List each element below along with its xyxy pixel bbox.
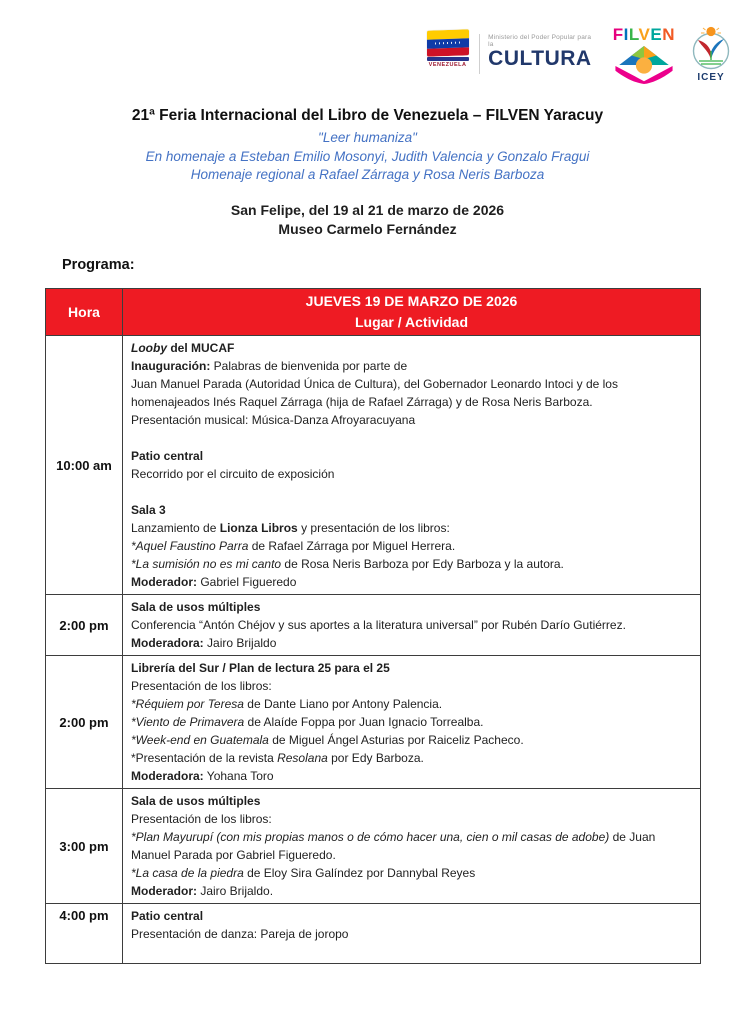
activity-cell [123, 595, 700, 655]
table-row [46, 335, 700, 594]
activity-line [131, 659, 694, 677]
text-segment: *Viento de Primavera [131, 715, 245, 729]
fair-motto: "Leer humaniza" [318, 130, 417, 145]
icey-emblem-icon [687, 24, 735, 74]
logo-bar [424, 24, 735, 85]
filven-letter: E [650, 25, 663, 44]
homage-line-2: Homenaje regional a Rafael Zárraga y Rosa Neris Barboza [190, 167, 545, 182]
column-header-day [123, 289, 700, 335]
icey-wordmark: ICEY [697, 72, 725, 83]
text-segment: Librería del Sur / Plan de lectura 25 para el 25 [131, 661, 390, 675]
flag-band [427, 57, 469, 61]
text-segment: *La sumisión no es mi canto [131, 557, 282, 571]
day-subtitle: Lugar / Actividad [354, 314, 469, 330]
activity-line [131, 907, 694, 925]
activity-line [131, 465, 694, 483]
activity-line [131, 634, 694, 652]
filven-letter: N [662, 25, 675, 44]
activity-line [131, 501, 694, 519]
activity-line [131, 864, 694, 882]
text-segment: Presentación musical: Música-Danza Afroyaracuyana [131, 413, 416, 427]
time-cell: 10:00 am [46, 336, 123, 594]
activity-line [131, 537, 694, 555]
text-segment: *Réquiem por Teresa [131, 697, 244, 711]
activity-line [131, 677, 694, 695]
text-segment: de Eloy Sira Galíndez por Dannybal Reyes [243, 866, 476, 880]
text-segment: *Week-end en Guatemala [131, 733, 269, 747]
activity-line [131, 411, 694, 429]
table-row [46, 594, 700, 655]
text-segment: Moderador: [131, 575, 197, 589]
activity-line [131, 375, 694, 411]
text-segment: *La casa de la piedra [131, 866, 244, 880]
text-segment: Presentación de danza: Pareja de joropo [131, 927, 349, 941]
activity-line [131, 695, 694, 713]
text-segment: de Miguel Ángel Asturias por Raiceliz Pacheco. [268, 733, 524, 747]
filven-wordmark [613, 26, 675, 44]
text-segment: Sala 3 [131, 503, 166, 517]
activity-line [131, 573, 694, 591]
activity-cell [123, 789, 700, 903]
activity-line [131, 339, 694, 357]
day-title: JUEVES 19 DE MARZO DE 2026 [305, 293, 518, 309]
text-segment: Looby [131, 341, 167, 355]
text-segment: Gabriel Figueredo [197, 575, 297, 589]
time-cell: 2:00 pm [46, 656, 123, 788]
activity-line [131, 357, 694, 375]
text-segment: Sala de usos múltiples [131, 794, 261, 808]
fair-title: 21ª Feria Internacional del Libro de Venezuela – FILVEN Yaracuy [131, 107, 604, 124]
text-segment: Juan Manuel Parada (Autoridad Única de Cultura), del Gobernador Leonardo Intoci y de los homenajeados Inés Raquel Zárraga (hija de Rafael Zárraga) y de Rosa Neris Barboza. [131, 377, 618, 409]
text-segment: por Edy Barboza. [327, 751, 424, 765]
activity-line [131, 731, 694, 749]
text-segment: Sala de usos múltiples [131, 600, 261, 614]
filven-letter: I [623, 25, 629, 44]
text-segment: Moderadora: [131, 769, 204, 783]
text-segment: Conferencia “Antón Chéjov y sus aportes a la literatura universal” por Rubén Darío Gutiérrez. [131, 618, 626, 632]
text-segment: Resolana [277, 751, 328, 765]
table-row [46, 788, 700, 903]
filven-letter: V [638, 25, 651, 44]
text-segment: Presentación de los libros: [131, 679, 272, 693]
filven-book-icon [613, 45, 675, 85]
venezuela-label: VENEZUELA [428, 62, 467, 68]
activity-line [131, 429, 694, 447]
text-segment: Recorrido por el circuito de exposición [131, 467, 335, 481]
text-segment: *Aquel Faustino Parra [131, 539, 249, 553]
table-header [46, 289, 700, 335]
text-segment: Palabras de bienvenida por parte de [210, 359, 408, 373]
icey-logo [687, 24, 735, 83]
activity-line [131, 792, 694, 810]
text-segment: de Rafael Zárraga por Miguel Herrera. [248, 539, 456, 553]
text-segment: de Alaíde Foppa por Juan Ignacio Torrealba. [244, 715, 484, 729]
filven-letter: F [612, 25, 624, 44]
activity-line [131, 749, 694, 767]
text-segment: de Dante Liano por Antony Palencia. [243, 697, 443, 711]
filven-logo [613, 26, 675, 85]
text-segment: Jairo Brijaldo [203, 636, 277, 650]
activity-line [131, 713, 694, 731]
activity-line [131, 616, 694, 634]
text-segment: Inauguración: [131, 359, 211, 373]
text-segment: Moderadora: [131, 636, 204, 650]
event-place-dates: San Felipe, del 19 al 21 de marzo de 2026 [230, 201, 505, 218]
activity-cell [123, 904, 700, 963]
logo-divider [479, 34, 480, 74]
activity-line [131, 555, 694, 573]
text-segment: del MUCAF [167, 341, 235, 355]
table-row [46, 655, 700, 788]
program-label: Programa: [62, 257, 135, 273]
activity-line [131, 598, 694, 616]
text-segment: Lionza Libros [219, 521, 298, 535]
text-segment: Presentación de los libros: [131, 812, 272, 826]
time-cell: 3:00 pm [46, 789, 123, 903]
activity-line [131, 483, 694, 501]
cultura-ministry-logo [488, 34, 597, 70]
filven-letter: L [628, 25, 639, 44]
activity-cell [123, 336, 700, 594]
text-segment: Moderador: [131, 884, 197, 898]
activity-line [131, 447, 694, 465]
activity-line [131, 810, 694, 828]
activity-line [131, 828, 694, 864]
homage-line-1: En homenaje a Esteban Emilio Mosonyi, Judith Valencia y Gonzalo Fragui [145, 148, 590, 164]
text-segment: Patio central [131, 449, 204, 463]
activity-line [131, 767, 694, 785]
activity-line [131, 925, 694, 943]
text-segment: Yohana Toro [203, 769, 274, 783]
text-segment: y presentación de los libros: [297, 521, 450, 535]
text-segment: Patio central [131, 909, 204, 923]
venezuela-flag-icon [427, 29, 469, 56]
time-cell: 2:00 pm [46, 595, 123, 655]
title-block [0, 107, 735, 239]
text-segment: de Rosa Neris Barboza por Edy Barboza y la autora. [281, 557, 564, 571]
activity-cell [123, 656, 700, 788]
activity-line [131, 519, 694, 537]
text-segment: de Juan Manuel Parada por Gabriel Figueredo. [131, 830, 656, 862]
venezuela-flag-logo [424, 30, 471, 68]
ministry-line: Ministerio del Poder Popular para la [488, 34, 592, 48]
table-row [46, 903, 700, 963]
text-segment: Lanzamiento de [131, 521, 220, 535]
time-cell: 4:00 pm [46, 904, 123, 963]
text-segment: Jairo Brijaldo. [197, 884, 274, 898]
text-segment: *Plan Mayurupí (con mis propias manos o de cómo hacer una, cien o mil casas de adobe) [131, 830, 610, 844]
event-venue: Museo Carmelo Fernández [278, 220, 457, 237]
column-header-hora: Hora [46, 289, 123, 335]
schedule-table [45, 288, 701, 964]
text-segment: *Presentación de la revista [131, 751, 278, 765]
cultura-wordmark: CULTURA [488, 47, 592, 70]
schedule-rows [46, 335, 700, 963]
activity-line [131, 882, 694, 900]
